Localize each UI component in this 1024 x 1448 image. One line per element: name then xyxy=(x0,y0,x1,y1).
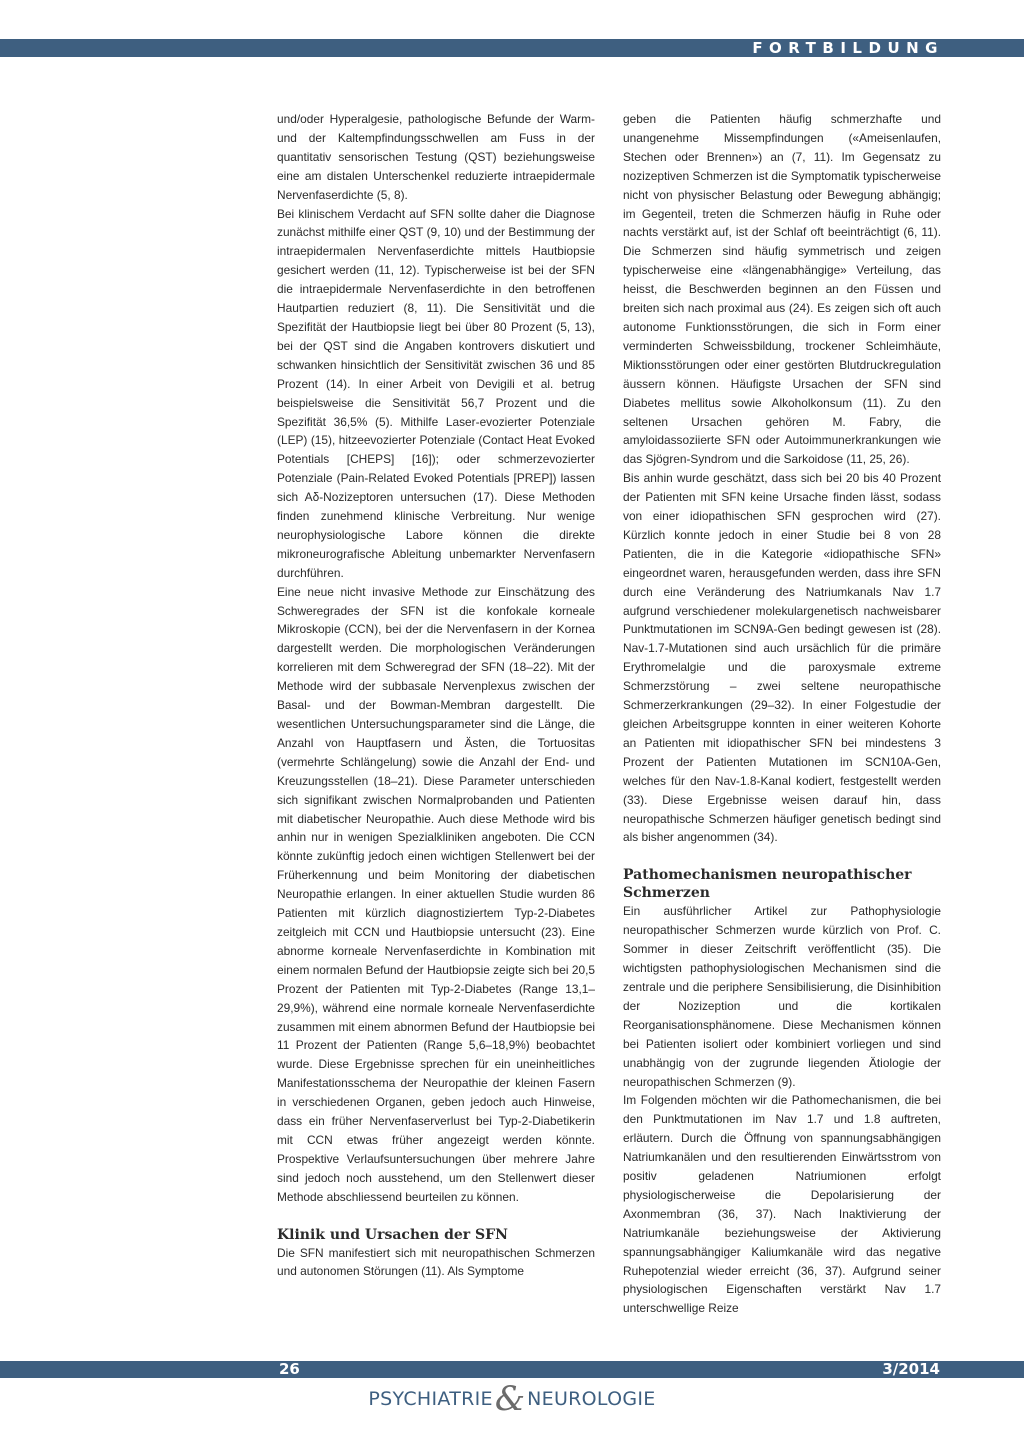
paragraph: Ein ausführlicher Artikel zur Pathophysiologie neuropathischer Schmerzen wurde kürzlich von Prof. C. Sommer in dieser Zeitschrift veröffentlicht (35). Die wichtigsten pathophysiologischen Mechanismen sind die zentrale und die periphere Sensibilisierung, die Disinhibition der Nozizeption und die kortikalen Reorganisationsphänomene. Diese Mechanismen können bei Patienten isoliert oder kombiniert vorliegen und sind unabhängig von der zugrunde liegenden Ätiologie der neuropathischen Schmerzen (9). xyxy=(623,904,941,1089)
paragraph: Im Folgenden möchten wir die Pathomechanismen, die bei den Punktmutationen im Nav 1.7 und 1.8 auftreten, erläutern. Durch die Öffnung von spannungsabhängigen Natriumkanälen und den resultierenden Einwärtsstrom von positiv geladenen Natriumionen erfolgt physiologischerweise die Depolarisierung der Axonmembran (36, 37). Nach Inaktivierung der Natriumkanäle beziehungsweise der Aktivierung spannungsabhängiger Kaliumkanäle wird das negative Ruhepotenzial wieder erreicht (36, 37). Aufgrund seiner physiologischen Eigenschaften verstärkt Nav 1.7 unterschwellige Reize xyxy=(623,1093,941,1316)
logo-ampersand: & xyxy=(494,1379,526,1419)
journal-logo xyxy=(0,1379,1024,1419)
section-heading: Pathomechanismen neuropathischer Schmerzen xyxy=(623,867,912,902)
right-column xyxy=(623,110,941,1318)
paragraph: geben die Patienten häufig schmerzhafte und unangenehme Missempfindungen («Ameisenlaufen, Stechen oder Brennen») an (7, 11). Im Gegensatz zu nozizeptiven Schmerzen ist die Symptomatik typischerweise nicht von physischer Belastung oder Bewegung abhängig; im Gegenteil, treten die Schmerzen häufig in Ruhe oder nachts verstärkt auf, ist der Schlaf oft beeinträchtigt (6, 11). Die Schmerzen sind häufig symmetrisch und zeigen typischerweise eine «längenabhängige» Verteilung, das heisst, die Beschwerden beginnen an den Füssen und breiten sich nach proximal aus (24). Es zeigen sich oft auch autonome Funktionsstörungen, die sich in Form einer verminderten Schweissbildung, trockener Schleimhäute, Miktionsstörungen oder einer gestörten Blutdruckregulation äussern können. Häufigste Ursachen der SFN sind Diabetes mellitus sowie Alkoholkonsum (11). Zu den seltenen Ursachen gehören M. Fabry, die amyloidassoziierte SFN oder Autoimmunerkrankungen wie das Sjögren-Syndrom und die Sarkoidose (11, 25, 26). xyxy=(623,112,941,467)
paragraph: Eine neue nicht invasive Methode zur Einschätzung des Schweregrades der SFN ist die konfokale korneale Mikroskopie (CCN), bei der die Nervenfasern in der Kornea dargestellt werden. Die morphologischen Veränderungen korrelieren mit dem Schweregrad der SFN (18–22). Mit der Methode wird der subbasale Nervenplexus zwischen der Basal- und der Bowman-Membran dargestellt. Die wesentlichen Untersuchungsparameter sind die Länge, die Anzahl von Hauptfasern und Ästen, die Tortuositas (vermehrte Schlängelung) sowie die Anzahl der End- und Kreuzungsstellen (18–21). Diese Parameter unterschieden sich signifikant zwischen Normalprobanden und Patienten mit diabetischer Neuropathie. Auch diese Methode wird bis anhin nur in wenigen Spezialkliniken angeboten. Die CCN könnte zukünftig jedoch einen wichtigen Stellenwert bei der Früherkennung und beim Monitoring der diabetischen Neuropathie erlangen. In einer aktuellen Studie wurden 86 Patienten mit kürzlich diagnostiziertem Typ-2-Diabetes zeitgleich mit CCN und Hautbiopsie untersucht (23). Eine abnorme korneale Nervenfaserdichte in Kombination mit einem normalen Befund der Hautbiopsie zeigte sich bei 20,5 Prozent der Patienten mit Typ-2-Diabetes (Range 13,1–29,9%), während eine normale korneale Nervenfaserdichte zusammen mit einem abnormen Befund der Hautbiopsie bei 11 Prozent der Patienten (Range 5,6–18,9%) beobachtet wurde. Diese Ergebnisse sprechen für ein uneinheitliches Manifestationsschema der Neuropathie der kleinen Fasern in verschiedenen Organen, geben jedoch auch Hinweise, dass ein früher Nervenfaserverlust bei Typ-2-Diabetikerin mit CCN etwas früher angezeigt werden könnte. Prospektive Verlaufsuntersuchungen über mehrere Jahre sind jedoch noch ausstehend, um den Stellenwert dieser Methode abschliessend beurteilen zu können. xyxy=(277,584,595,1204)
section-heading: Klinik und Ursachen der SFN xyxy=(277,1226,508,1243)
logo-word-psychiatrie: PSYCHIATRIE xyxy=(368,1388,493,1410)
paragraph: Bis anhin wurde geschätzt, dass sich bei 20 bis 40 Prozent der Patienten mit SFN keine Ursache finden lässt, sodass von einer idiopathischen SFN gesprochen wird (27). Kürzlich konnte jedoch in einer Studie bei 8 von 28 Patienten, die in die Kategorie «idiopathische SFN» eingeordnet waren, herausgefunden werden, dass ihre SFN durch eine Veränderung des Natriumkanals Nav 1.7 aufgrund verschiedener molekulargenetisch nachweisbarer Punktmutationen im SCN9A-Gen bedingt gewesen ist (28). Nav-1.7-Mutationen sind auch ursächlich für die primäre Erythromelalgie und die paroxysmale extreme Schmerzstörung – zwei seltene neuropathische Schmerzerkrankungen (29–32). In einer Folgestudie der gleichen Arbeitsgruppe konnten in einer weiteren Kohorte an Patienten mit idiopathischer SFN bei mindestens 3 Prozent der Patienten Mutationen im SCN10A-Gen, welches für den Nav-1.8-Kanal kodiert, festgestellt werden (33). Diese Ergebnisse weisen darauf hin, dass neuropathische Schmerzen häufiger genetisch bedingt sind als bisher angenommen (34). xyxy=(623,471,941,845)
paragraph: Bei klinischem Verdacht auf SFN sollte daher die Diagnose zunächst mithilfe einer QST (9, 10) und der Bestimmung der intraepidermalen Nervenfaserdichte mittels Hautbiopsie gesichert werden (11, 12). Typischerweise ist bei der SFN die intraepidermale Nervenfaserdichte in den betroffenen Hautpartien reduziert (8, 11). Die Sensitivität und die Spezifität der Hautbiopsie liegt bei über 80 Prozent (5, 13), bei der QST sind die Angaben kontrovers diskutiert und schwanken hinsichtlich der Sensitivität zwischen 36 und 85 Prozent (14). In einer Arbeit von Devigili et al. betrug beispielsweise die Sensitivität 56,7 Prozent und die Spezifität 36,5% (5). Mithilfe Laser-evozierter Potenziale (LEP) (15), hitzeevozierter Potenziale (Contact Heat Evoked Potentials [CHEPS] [16]); oder schmerzevozierter Potenziale (Pain-Related Evoked Potentials [PREP]) lassen sich Aδ-Nozizeptoren untersuchen (17). Diese Methoden finden zunehmend klinische Verbreitung. Nur wenige neurophysiologische Labore können die direkte mikroneurografische Ableitung unbemarkter Nervenfasern durchführen. xyxy=(277,206,595,580)
page-number: 26 xyxy=(279,1360,300,1378)
footer-bar xyxy=(0,1361,1024,1378)
left-column xyxy=(277,110,595,1281)
header-bar xyxy=(0,39,1024,57)
paragraph: Die SFN manifestiert sich mit neuropathischen Schmerzen und autonomen Störungen (11). Als Symptome xyxy=(277,1245,595,1279)
issue-number: 3/2014 xyxy=(882,1360,940,1378)
logo-word-neurologie: NEUROLOGIE xyxy=(527,1388,656,1410)
section-label: FORTBILDUNG xyxy=(752,39,944,57)
paragraph: und/oder Hyperalgesie, pathologische Befunde der Warm- und der Kaltempfindungsschwellen am Fuss in der quantitativ sensorischen Testung (QST) beziehungsweise eine am distalen Unterschenkel reduzierte intraepidermale Nervenfaserdichte (5, 8). xyxy=(277,112,595,202)
